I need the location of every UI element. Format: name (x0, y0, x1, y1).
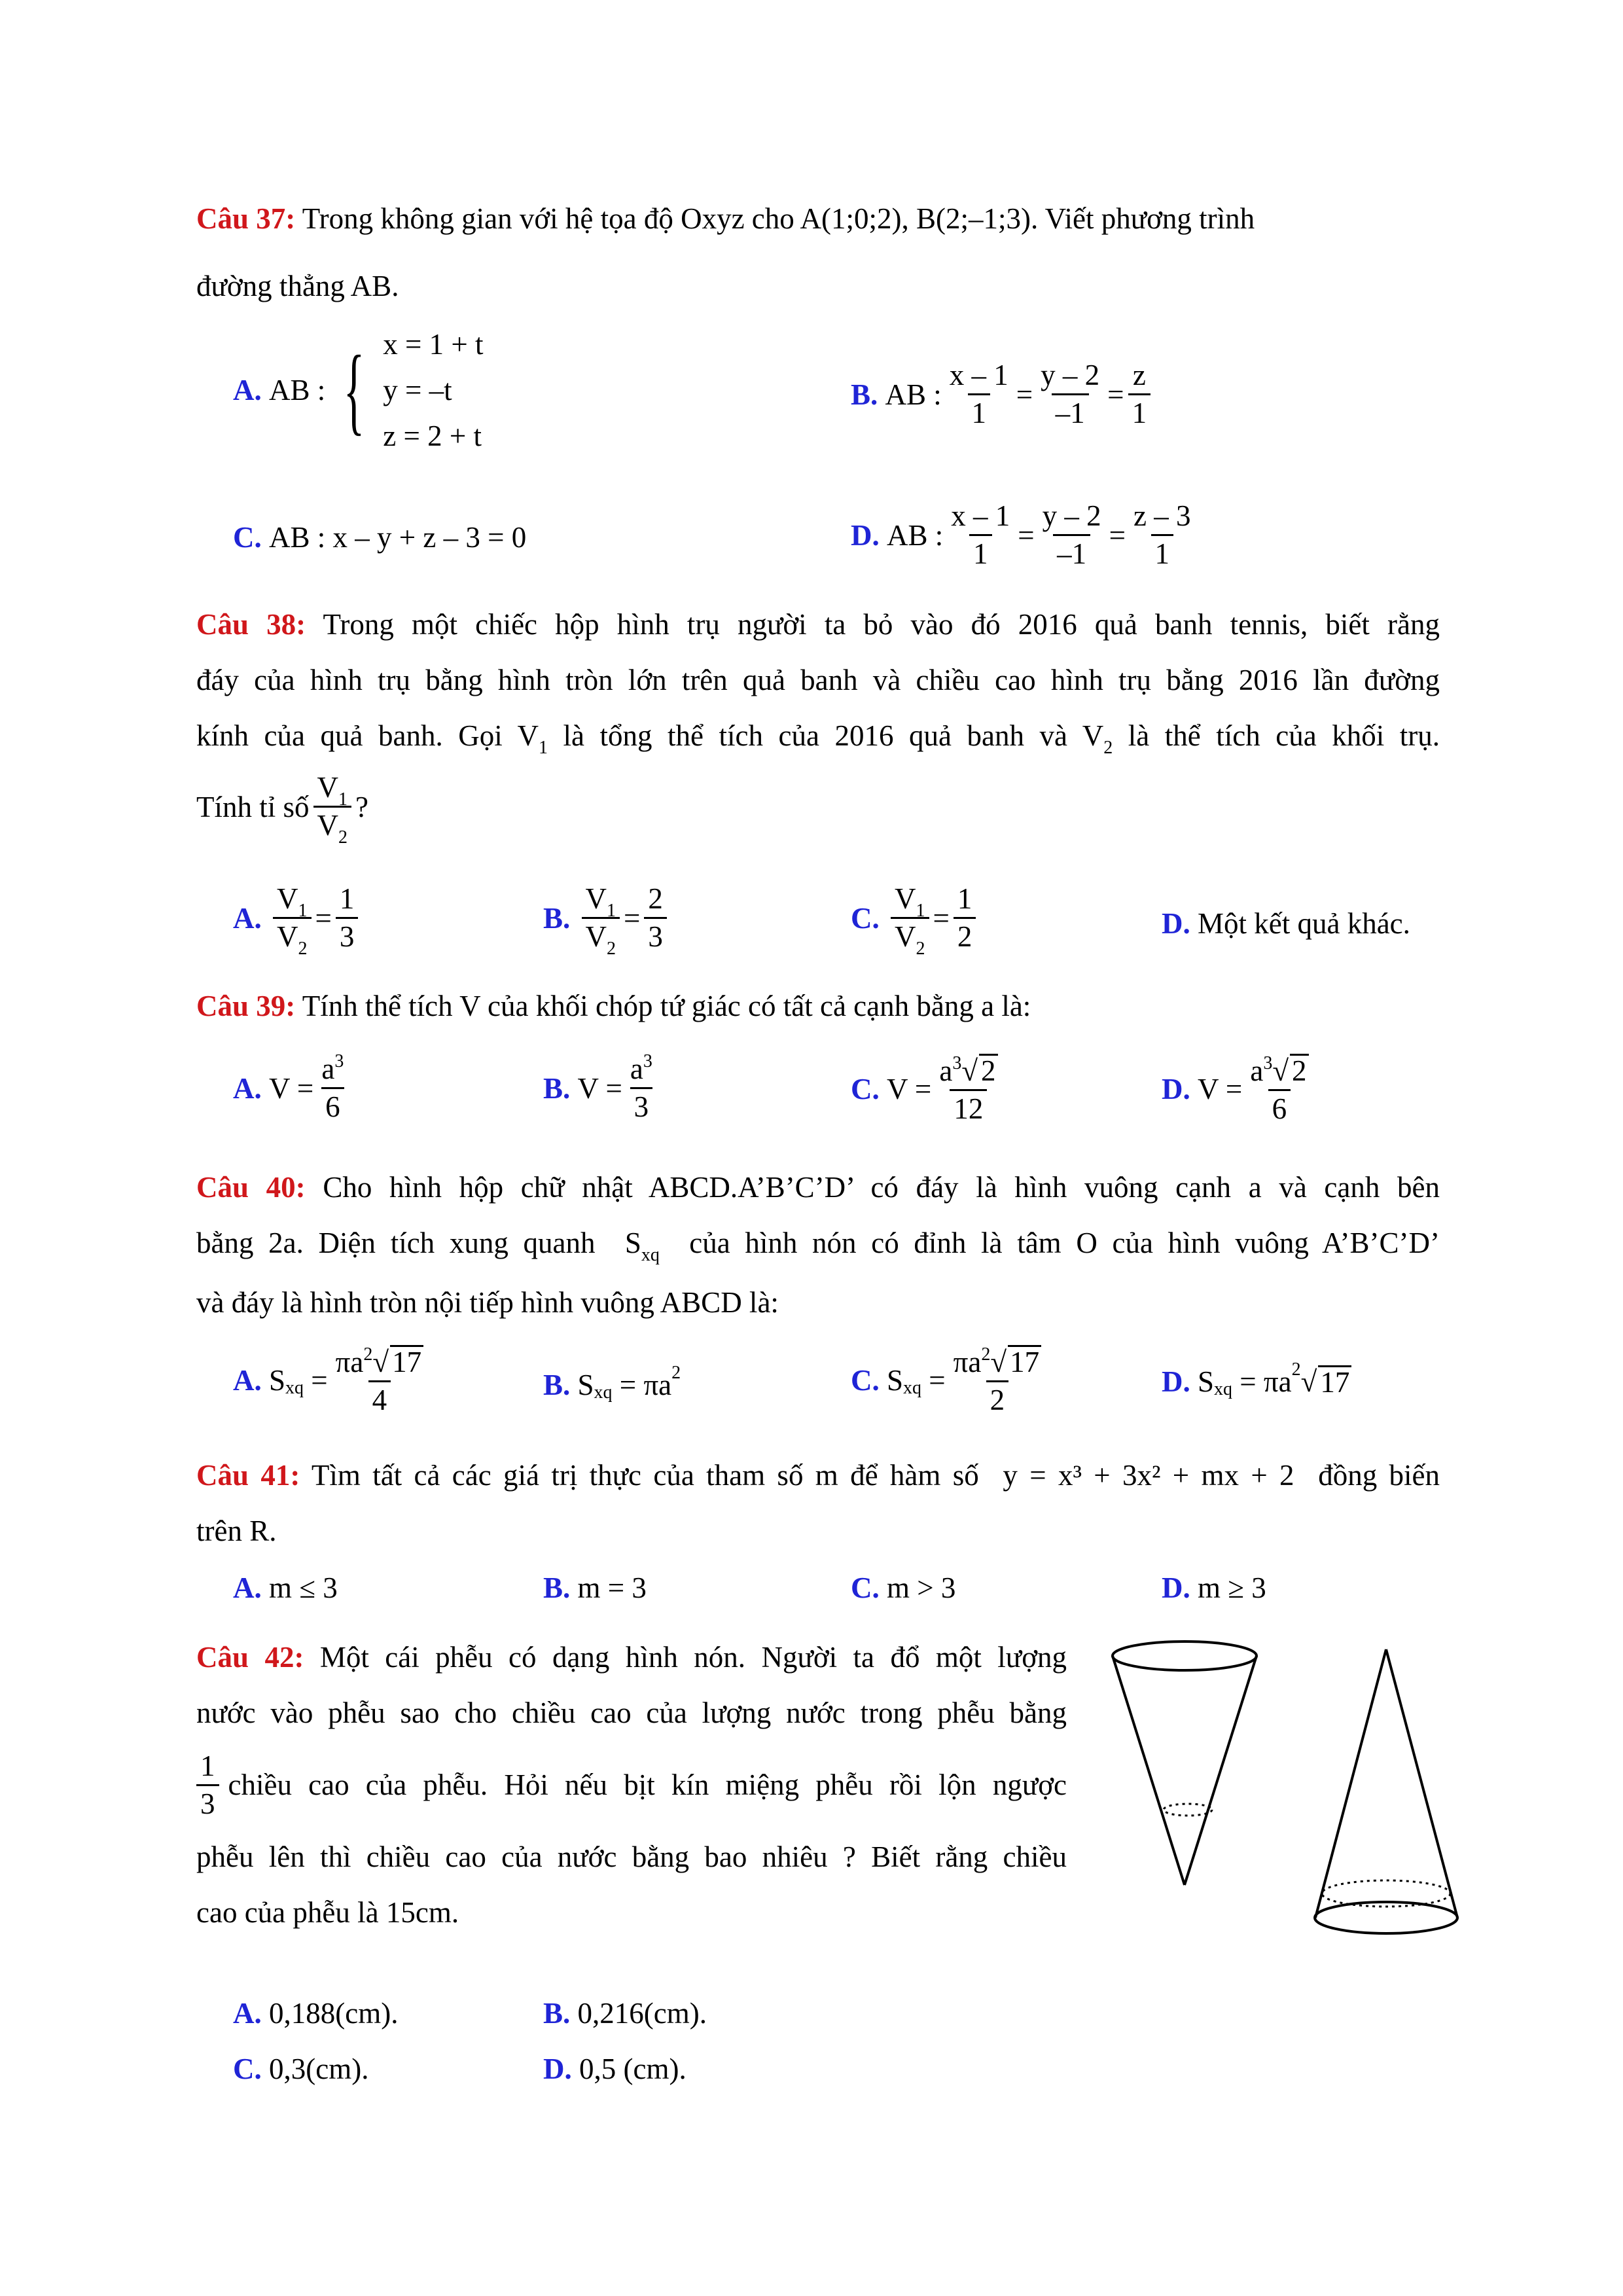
q37-text-line1: Trong không gian với hệ tọa độ Oxyz cho A(1;0;2), B(2;–1;3). Viết phương trình (302, 202, 1255, 235)
q37-d-frac2: $\frac{y - 2}{-1}$ (1042, 499, 1101, 571)
q41-option-c-label: C. (851, 1571, 880, 1604)
q37-line2: đường thẳng AB. (196, 270, 399, 302)
q41-option-c[interactable] (851, 1571, 955, 1605)
q40-line2: bằng 2a. Diện tích xung quanh $S_{xq}$ của hình nón có đỉnh là tâm O của hình vuông A’B’C’D’ (196, 1227, 1440, 1265)
q37-option-c-label: C. (233, 521, 262, 554)
q41-line1-b: đồng biến (1318, 1459, 1440, 1492)
q42-option-b-text: 0,216(cm). (577, 1997, 707, 2030)
q38-option-c-label: C. (851, 901, 880, 935)
q40-option-c[interactable]: C. S xq = $\frac{\pi a^2√ 17}{2}$ (851, 1345, 1049, 1416)
sqrt-symbol: √ (1300, 1365, 1317, 1398)
q40-option-b-label: B. (543, 1369, 571, 1401)
sqrt-symbol: √ (990, 1346, 1007, 1378)
q38-line1: Trong một chiếc hộp hình trụ người ta bỏ vào đó 2016 quả banh tennis, biết rằng (323, 608, 1440, 641)
q38-paragraph (196, 597, 1440, 768)
q37-option-a-row1: x = 1 + t (383, 328, 484, 361)
q39-option-c-label: C. (851, 1073, 880, 1106)
q38-option-d-label: D. (1162, 907, 1190, 940)
q40-line1: Cho hình hộp chữ nhật ABCD.A’B’C’D’ có đáy là hình vuông cạnh a và cạnh bên (323, 1171, 1440, 1204)
q40-option-c-label: C. (851, 1364, 880, 1397)
q42-option-c-label: C. (233, 2053, 262, 2085)
q39-option-d-value: $\frac{a^3√ 2}{6}$ (1246, 1054, 1312, 1125)
funnel-cone-inverted (1315, 1649, 1457, 1933)
q41-option-b-label: B. (543, 1571, 571, 1604)
q37-option-a-row2: y = –t (383, 374, 452, 406)
q37-b-frac2: $\frac{y - 2}{-1}$ (1041, 359, 1100, 430)
q37-option-a-system (325, 327, 483, 453)
q41-option-c-text: m > 3 (887, 1571, 956, 1604)
q41-option-b[interactable] (543, 1571, 647, 1605)
q37-option-d[interactable]: D. AB : $\frac{x - 1}{1}$ = $\frac{y - 2}{-1}$ = $\frac{z - 3}{1}$ (851, 501, 1199, 570)
q42-option-d[interactable] (543, 2052, 687, 2086)
q39-text: Tính thể tích V của khối chóp tứ giác có tất cả cạnh bằng a là: (302, 990, 1031, 1022)
q42-option-a[interactable] (233, 1996, 398, 2030)
funnel-cone-upright (1113, 1641, 1257, 1885)
q39-label: Câu 39: (196, 990, 296, 1022)
q42-label: Câu 42: (196, 1641, 304, 1674)
q38-ask-fraction: $\frac{V_1}{V_2}$ (313, 772, 352, 842)
q38-option-c-value: $\frac{1}{2}$ (954, 884, 976, 953)
q39-option-c[interactable]: C. V = $\frac{a^3√ 2}{12}$ (851, 1054, 1006, 1125)
q41-option-b-text: m = 3 (577, 1571, 647, 1604)
q41-line1-a: Tìm tất cả các giá trị thực của tham số m để hàm số (311, 1459, 979, 1492)
brace-symbol: { (344, 336, 365, 444)
q37-option-b-label: B. (851, 378, 878, 411)
q38-option-d-text: Một kết quả khác. (1198, 907, 1410, 940)
q37-option-a-prefix: AB : (269, 374, 326, 406)
q37-line1 (196, 204, 1255, 234)
q40-paragraph (196, 1160, 1440, 1331)
q41-function: y = x³ + 3x² + mx + 2 (1003, 1459, 1294, 1492)
q37-option-c[interactable] (233, 520, 526, 554)
q41-option-d[interactable] (1162, 1571, 1266, 1605)
q38-option-a[interactable]: A. $\frac{V_1}{V_2}$ = $\frac{1}{3}$ (233, 884, 362, 953)
q37-option-d-prefix: AB : (887, 518, 944, 552)
q38-question-ratio (196, 771, 368, 848)
q41-label: Câu 41: (196, 1459, 300, 1492)
q39-option-b-label: B. (543, 1071, 571, 1105)
q37-option-a-label: A. (233, 374, 262, 406)
q40-option-c-value: $\frac{\pi a^2√ 17}{2}$ (950, 1345, 1045, 1416)
q37-d-frac3: $\frac{z - 3}{1}$ (1133, 499, 1191, 571)
q39-option-b[interactable]: B. V = $\frac{a^3}{3}$ (543, 1054, 660, 1123)
q41-line2: trên R. (196, 1515, 277, 1547)
q41-option-a-text: m ≤ 3 (269, 1571, 338, 1604)
q41-paragraph (196, 1448, 1440, 1559)
sqrt-symbol: √ (961, 1054, 978, 1087)
q37-b-frac3: $\frac{z}{1}$ (1128, 360, 1151, 429)
q38-ask: Tính tỉ số (196, 790, 310, 823)
exam-page (196, 0, 1440, 2296)
q42-option-b[interactable] (543, 1996, 707, 2030)
q39-option-b-value: $\frac{a^3}{3}$ (630, 1051, 652, 1124)
q39-option-d[interactable]: D. V = $\frac{a^3√ 2}{6}$ (1162, 1054, 1317, 1125)
q42-line5: cao của phễu là 15cm. (196, 1896, 459, 1929)
q42-paragraph (196, 1630, 1067, 1941)
q38-line2: đáy của hình trụ bằng hình tròn lớn trên quả banh và chiều cao hình trụ bằng 2016 lần đường (196, 664, 1440, 696)
q39-line (196, 992, 1031, 1021)
q38-option-c[interactable]: C. $\frac{V_1}{V_2}$ = $\frac{1}{2}$ (851, 884, 980, 953)
q42-option-d-label: D. (543, 2053, 572, 2085)
q40-option-a[interactable]: A. S xq = $\frac{\pi a^2√ 17}{4}$ (233, 1345, 431, 1416)
q42-option-a-label: A. (233, 1997, 262, 2030)
q37-option-b[interactable]: B. AB : $\frac{x - 1}{1}$ = $\frac{y - 2}{-1}$ = $\frac{z}{1}$ (851, 360, 1154, 429)
q39-option-a-value: $\frac{a^3}{6}$ (321, 1051, 344, 1124)
q41-option-d-text: m ≥ 3 (1198, 1571, 1266, 1604)
q42-line1: Một cái phễu có dạng hình nón. Người ta đổ một lượng (319, 1641, 1067, 1674)
q37-label: Câu 37: (196, 202, 296, 235)
q39-option-c-value: $\frac{a^3√ 2}{12}$ (935, 1054, 1001, 1125)
q42-line4: phễu lên thì chiều cao của nước bằng bao nhiêu ? Biết rằng chiều (196, 1840, 1067, 1873)
q38-label: Câu 38: (196, 608, 306, 641)
q42-option-a-text: 0,188(cm). (269, 1997, 399, 2030)
q39-option-a-label: A. (233, 1071, 262, 1105)
q42-line3: $\frac{1}{3}$ chiều cao của phễu. Hỏi nếu bịt kín miệng phễu rồi lộn ngược (196, 1741, 1067, 1829)
q38-option-a-value: $\frac{1}{3}$ (336, 884, 359, 953)
q42-option-c[interactable] (233, 2052, 368, 2086)
q40-line3: và đáy là hình tròn nội tiếp hình vuông ABCD là: (196, 1286, 779, 1319)
q38-option-a-label: A. (233, 901, 262, 935)
q37-b-frac1: $\frac{x - 1}{1}$ (949, 359, 1008, 430)
q38-option-b[interactable]: B. $\frac{V_1}{V_2}$ = $\frac{2}{3}$ (543, 884, 671, 953)
q41-option-d-label: D. (1162, 1571, 1190, 1604)
q38-option-b-value: $\frac{2}{3}$ (644, 884, 667, 953)
q38-line3: kính của quả banh. Gọi $V_1$ là tổng thể tích của 2016 quả banh và $V_2$ là thể tích của khối trụ. (196, 719, 1440, 758)
cone-funnel-figure (1106, 1636, 1472, 1950)
q37-option-b-prefix: AB : (885, 378, 942, 411)
q40-option-d[interactable]: D. S xq = πa 2 √ 17 (1162, 1365, 1351, 1399)
sqrt-symbol: √ (1272, 1054, 1289, 1087)
q41-option-a-label: A. (233, 1571, 262, 1604)
q38-option-d[interactable] (1162, 906, 1410, 941)
q37-d-frac1: $\frac{x - 1}{1}$ (951, 499, 1010, 571)
q37-option-a[interactable] (233, 327, 484, 453)
q40-option-d-label: D. (1162, 1365, 1190, 1398)
q40-label: Câu 40: (196, 1171, 306, 1204)
q37-option-d-label: D. (851, 518, 880, 552)
q40-option-a-value: $\frac{\pi a^2√ 17}{4}$ (332, 1345, 427, 1416)
q39-option-a[interactable]: A. V = $\frac{a^3}{6}$ (233, 1054, 351, 1123)
sqrt-symbol: √ (372, 1346, 389, 1378)
q38-option-b-label: B. (543, 901, 571, 935)
q37-option-a-row3: z = 2 + t (383, 420, 482, 452)
q37-option-c-text: AB : x – y + z – 3 = 0 (269, 521, 527, 554)
q41-option-a[interactable] (233, 1571, 338, 1605)
q42-option-b-label: B. (543, 1997, 571, 2030)
q38-ask-end: ? (355, 790, 368, 823)
q42-option-c-text: 0,3(cm). (269, 2053, 369, 2085)
q39-option-d-label: D. (1162, 1073, 1190, 1106)
q42-line2: nước vào phễu sao cho chiều cao của lượng nước trong phễu bằng (196, 1696, 1067, 1729)
q40-option-a-label: A. (233, 1364, 262, 1397)
q42-option-d-text: 0,5 (cm). (579, 2053, 687, 2085)
q40-option-b[interactable]: B. S xq = πa 2 (543, 1363, 681, 1403)
